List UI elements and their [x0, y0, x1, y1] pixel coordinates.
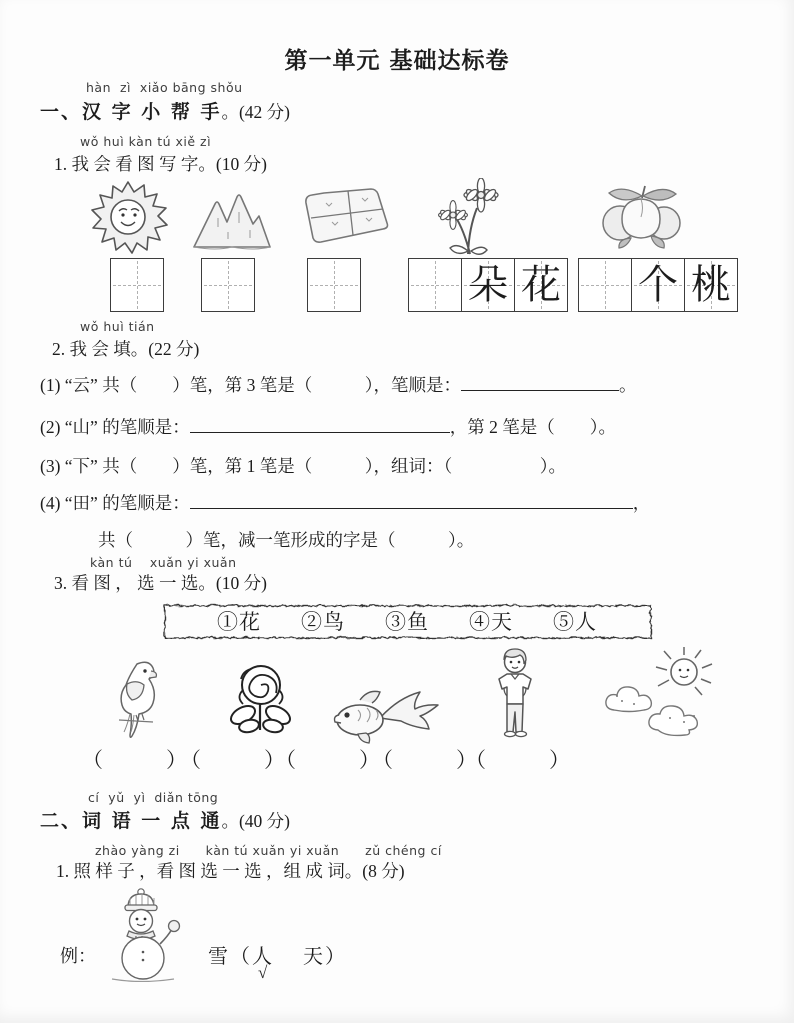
char-ge: 个	[638, 262, 678, 307]
item1-score: 。(10 分)	[198, 154, 267, 174]
boy-icon	[487, 646, 543, 740]
grid-cell[interactable]	[308, 259, 360, 311]
s2-item1-text-main: 1. 照 样 子 ，看 图 选 一 选 ，组 成 词	[56, 861, 345, 881]
answer-blank-3[interactable]: （ ）	[275, 748, 380, 772]
char-tao: 桃	[691, 262, 731, 307]
grid-cell[interactable]	[111, 259, 163, 311]
char-hua: 花	[521, 262, 561, 307]
s2-item1-score: 。(8 分)	[344, 861, 405, 881]
q4-blank-line[interactable]	[190, 493, 633, 509]
grid-cell-ge	[631, 259, 684, 311]
section2-pinyin: cí yǔ yì diǎn tōng	[88, 790, 219, 805]
question-2	[40, 414, 616, 439]
check-mark: √	[258, 963, 268, 982]
writing-grid-flower[interactable]	[408, 258, 568, 312]
snowman-icon	[100, 886, 184, 982]
field-icon	[302, 186, 390, 248]
item3-text	[54, 570, 267, 595]
question-3	[40, 453, 566, 478]
item2-score: 。(22 分)	[130, 339, 200, 359]
grid-cell-duo	[461, 259, 514, 311]
item2-pinyin: wǒ huì tián	[80, 319, 155, 334]
grid-cell-tao	[684, 259, 737, 311]
grid-cell[interactable]	[202, 259, 254, 311]
s2-item1-pinyin: zhào yàng zi kàn tú xuǎn yi xuǎn zǔ chéng cí	[95, 843, 442, 858]
question-1	[40, 372, 636, 397]
grid-cell-answer[interactable]	[409, 259, 461, 311]
option-3: ③鱼	[385, 610, 429, 634]
rose-icon	[223, 660, 297, 734]
writing-grid-mountain[interactable]	[201, 258, 255, 312]
item1-text	[54, 151, 267, 176]
item3-text-main: 3. 看 图 ， 选 一 选	[54, 573, 199, 593]
section1-score: 。(42 分)	[221, 102, 290, 122]
question-4	[40, 490, 650, 515]
flower-icon	[428, 178, 506, 256]
q4-cont-text: 共（ ）笔，减一笔形成的字是（ ）。	[98, 530, 475, 550]
section2-heading-text: 二、词 语 一 点 通	[40, 810, 222, 832]
char-duo: 朵	[468, 262, 508, 307]
answer-blank-1[interactable]: （ ）	[82, 748, 187, 772]
s2-item1-text	[56, 858, 405, 883]
answer-blank-2[interactable]: （ ）	[180, 748, 285, 772]
q4-text: (4) “田” 的笔顺是：	[40, 493, 190, 513]
item1-pinyin: wǒ huì kàn tú xiě zì	[80, 134, 212, 149]
sun-icon	[88, 180, 168, 254]
mountain-icon	[188, 190, 276, 252]
example-choices: （人 天）	[230, 946, 347, 968]
q2-end: ，第 2 笔是（ ）。	[449, 417, 616, 437]
sun-and-clouds-icon	[592, 646, 726, 738]
section1-heading	[40, 97, 290, 124]
item1-text-main: 1. 我 会 看 图 写 字	[54, 154, 199, 174]
item2-text	[52, 336, 199, 361]
answer-blank-4[interactable]: （ ）	[372, 748, 477, 772]
writing-grid-sun[interactable]	[110, 258, 164, 312]
q4-end: ，	[632, 493, 651, 513]
question-4-cont	[98, 527, 474, 552]
q2-text: (2) “山” 的笔顺是：	[40, 417, 190, 437]
example-label: 例：	[60, 946, 96, 966]
grid-cell-answer[interactable]	[579, 259, 631, 311]
section2-heading	[40, 806, 290, 833]
q2-blank-line[interactable]	[190, 417, 450, 433]
q1-end: 。	[618, 375, 637, 395]
page-title: 第一单元 基础达标卷	[284, 48, 510, 74]
option-5: ⑤人	[553, 610, 597, 634]
item3-score: 。(10 分)	[198, 573, 267, 593]
section1-pinyin: hàn zì xiǎo bāng shǒu	[86, 80, 243, 95]
writing-grid-peach[interactable]	[578, 258, 738, 312]
item2-text-main: 2. 我 会 填	[52, 339, 131, 359]
q1-text: (1) “云” 共（ ）笔，第 3 笔是（ ），笔顺是：	[40, 375, 461, 395]
example-word-char: 雪	[208, 946, 230, 968]
option-1: ①花	[217, 610, 261, 634]
example-word	[208, 940, 347, 969]
option-4: ④天	[469, 610, 513, 634]
answer-blank-5[interactable]: （ ）	[465, 748, 570, 772]
peaches-icon	[593, 180, 691, 252]
writing-grid-field[interactable]	[307, 258, 361, 312]
parrot-icon	[103, 658, 169, 738]
q3-text: (3) “下” 共（ ）笔，第 1 笔是（ ），组词：（ ）。	[40, 456, 566, 476]
section1-heading-text: 一、汉 字 小 帮 手	[40, 101, 222, 123]
grid-cell-hua	[514, 259, 567, 311]
q1-blank-line[interactable]	[461, 375, 619, 391]
option-list	[160, 601, 654, 641]
item3-pinyin: kàn tú xuǎn yi xuǎn	[90, 555, 237, 570]
section2-score: 。(40 分)	[221, 811, 290, 831]
option-2: ②鸟	[301, 610, 345, 634]
goldfish-icon	[330, 686, 444, 744]
